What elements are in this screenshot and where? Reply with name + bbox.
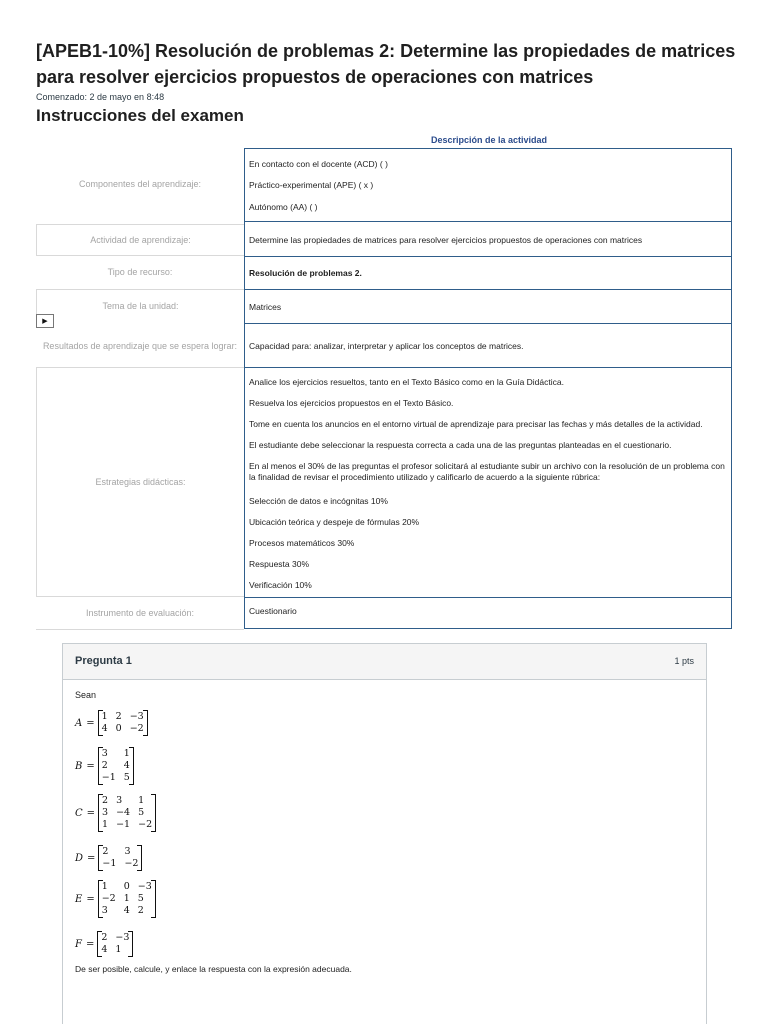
rubric-item: Verificación 10% (249, 580, 312, 590)
matrix-cell: 2 (115, 711, 122, 722)
activity-description-header: Descripción de la actividad (430, 135, 548, 145)
matrix-cell: −4 (116, 807, 131, 818)
question-header (63, 644, 706, 680)
equals-sign: = (86, 893, 95, 905)
matrix-cell: 2 (101, 932, 108, 943)
matrix-cell: 2 (101, 760, 108, 771)
matrix-name: A (75, 717, 83, 729)
matrix-name: B (75, 760, 83, 772)
matrix-brackets (98, 845, 142, 871)
matrix-brackets (98, 710, 148, 736)
matrix-brackets (98, 880, 156, 918)
matrix-cell: 1 (101, 711, 108, 722)
matrix-cell: 3 (102, 807, 109, 818)
component-acd: En contacto con el docente (ACD) ( ) (249, 159, 388, 169)
matrix-cell: −2 (129, 723, 144, 734)
equals-sign: = (87, 852, 96, 864)
matrix-cell: 1 (102, 819, 109, 830)
matrix-cell: 1 (115, 944, 122, 955)
matrix-brackets (98, 747, 134, 785)
matrix-cell: 4 (123, 760, 130, 771)
matrix-cell: 0 (123, 881, 130, 892)
started-timestamp: Comenzado: 2 de mayo en 8:48 (36, 92, 165, 102)
matrix-cell: 4 (123, 905, 130, 916)
matrix-e (75, 880, 156, 918)
matrix-cell: 1 (123, 748, 130, 759)
matrix-cell: 2 (102, 846, 109, 857)
matrix-cell: 4 (101, 944, 108, 955)
matrix-cell: 3 (124, 846, 131, 857)
matrix-brackets (97, 931, 133, 957)
matrix-cell: 3 (116, 795, 123, 806)
matrix-cell: 3 (101, 905, 108, 916)
matrix-cell: 1 (123, 893, 130, 904)
row-divider (245, 323, 731, 324)
strategy-item: Tome en cuenta los anuncios en el entorno virtual de aprendizaje para precisar las fechas y más detalles de la actividad. (249, 419, 703, 429)
matrix-name: F (75, 938, 82, 950)
equals-sign: = (85, 938, 95, 950)
matrix-cell: −2 (138, 819, 153, 830)
matrix-cell: 3 (101, 748, 108, 759)
rubric-item: Procesos matemáticos 30% (249, 538, 355, 548)
instructions-heading: Instrucciones del examen (36, 106, 244, 125)
label-learning-activity: Actividad de aprendizaje: (36, 224, 244, 256)
row-divider (245, 597, 731, 598)
resource-type-text: Resolución de problemas 2. (249, 268, 362, 278)
question-instruction: De ser posible, calcule, y enlace la respuesta con la expresión adecuada. (75, 964, 352, 974)
matrix-cell: −3 (129, 711, 144, 722)
question-card (62, 643, 707, 1024)
matrix-f (75, 931, 133, 957)
strategy-item: El estudiante debe seleccionar la respuesta correcta a cada una de las preguntas planteadas en el cuestionario. (249, 440, 672, 450)
unit-topic-text: Matrices (249, 302, 282, 312)
component-ape: Práctico-experimental (APE) ( x ) (249, 180, 374, 190)
learning-outcomes-text: Capacidad para: analizar, interpretar y aplicar los conceptos de matrices. (249, 341, 524, 351)
matrix-d (75, 845, 142, 871)
label-evaluation-instrument: Instrumento de evaluación: (85, 607, 195, 618)
rubric-item: Ubicación teórica y despeje de fórmulas 20% (249, 517, 420, 527)
matrix-name: D (75, 852, 84, 864)
matrix-cell: −1 (116, 819, 131, 830)
learning-activity-text: Determine las propiedades de matrices para resolver ejercicios propuestos de operaciones con matrices (249, 235, 643, 245)
equals-sign: = (86, 807, 96, 819)
matrix-cell: 5 (123, 772, 130, 783)
matrix-cell: −2 (101, 893, 116, 904)
matrix-b (75, 747, 134, 785)
label-resource-type: Tipo de recurso: (107, 267, 173, 277)
row-divider (245, 221, 731, 222)
matrix-cell: 4 (101, 723, 108, 734)
component-aa: Autónomo (AA) ( ) (249, 202, 318, 212)
question-points: 1 pts (674, 656, 694, 666)
table-bottom-border (36, 629, 244, 630)
matrix-c (75, 794, 156, 832)
matrix-name: C (75, 807, 83, 819)
play-icon: ▶ (42, 318, 48, 325)
matrix-cell: −2 (124, 858, 139, 869)
label-learning-outcomes: Resultados de aprendizaje que se espera lograr: (42, 341, 238, 351)
matrix-name: E (75, 893, 83, 905)
matrix-cell: 1 (101, 881, 108, 892)
evaluation-instrument-text: Cuestionario (249, 606, 297, 616)
matrix-brackets (98, 794, 156, 832)
matrix-cell: −1 (101, 772, 116, 783)
question-title: Pregunta 1 (75, 655, 132, 667)
matrix-cell: 2 (102, 795, 109, 806)
label-learning-components: Componentes del aprendizaje: (78, 179, 202, 189)
matrix-cell: 0 (115, 723, 122, 734)
strategy-item: En al menos el 30% de las preguntas el profesor solicitará al estudiante subir un archivo con la resolución de un problema con la finalidad de revisar el procedimiento utilizado y calificarlo de acuerdo a la siguiente rúbrica: (249, 461, 725, 482)
matrix-cell: −3 (137, 881, 152, 892)
quiz-title: [APEB1-10%] Resolución de problemas 2: Determine las propiedades de matrices para resolver ejercicios propuestos de operaciones con matrices (36, 41, 736, 87)
strategy-item: Resuelva los ejercicios propuestos en el Texto Básico. (249, 398, 454, 408)
label-unit-topic: Tema de la unidad: (36, 289, 244, 323)
label-teaching-strategies: Estrategias didácticas: (36, 367, 244, 597)
matrix-cell: 1 (138, 795, 145, 806)
strategy-item: Analice los ejercicios resueltos, tanto en el Texto Básico como en la Guía Didáctica. (249, 377, 564, 387)
matrix-cell: 5 (137, 893, 144, 904)
matrix-cell: −1 (102, 858, 117, 869)
play-media-button[interactable] (36, 314, 54, 328)
rubric-item: Selección de datos e incógnitas 10% (249, 496, 388, 506)
row-divider (245, 256, 731, 257)
matrix-a (75, 710, 148, 736)
equals-sign: = (86, 717, 95, 729)
matrix-cell: 5 (138, 807, 145, 818)
matrix-cell: −3 (115, 932, 130, 943)
question-intro: Sean (75, 690, 97, 700)
row-divider (245, 367, 731, 368)
rubric-item: Respuesta 30% (249, 559, 310, 569)
row-divider (245, 289, 731, 290)
equals-sign: = (86, 760, 95, 772)
matrix-cell: 2 (137, 905, 144, 916)
